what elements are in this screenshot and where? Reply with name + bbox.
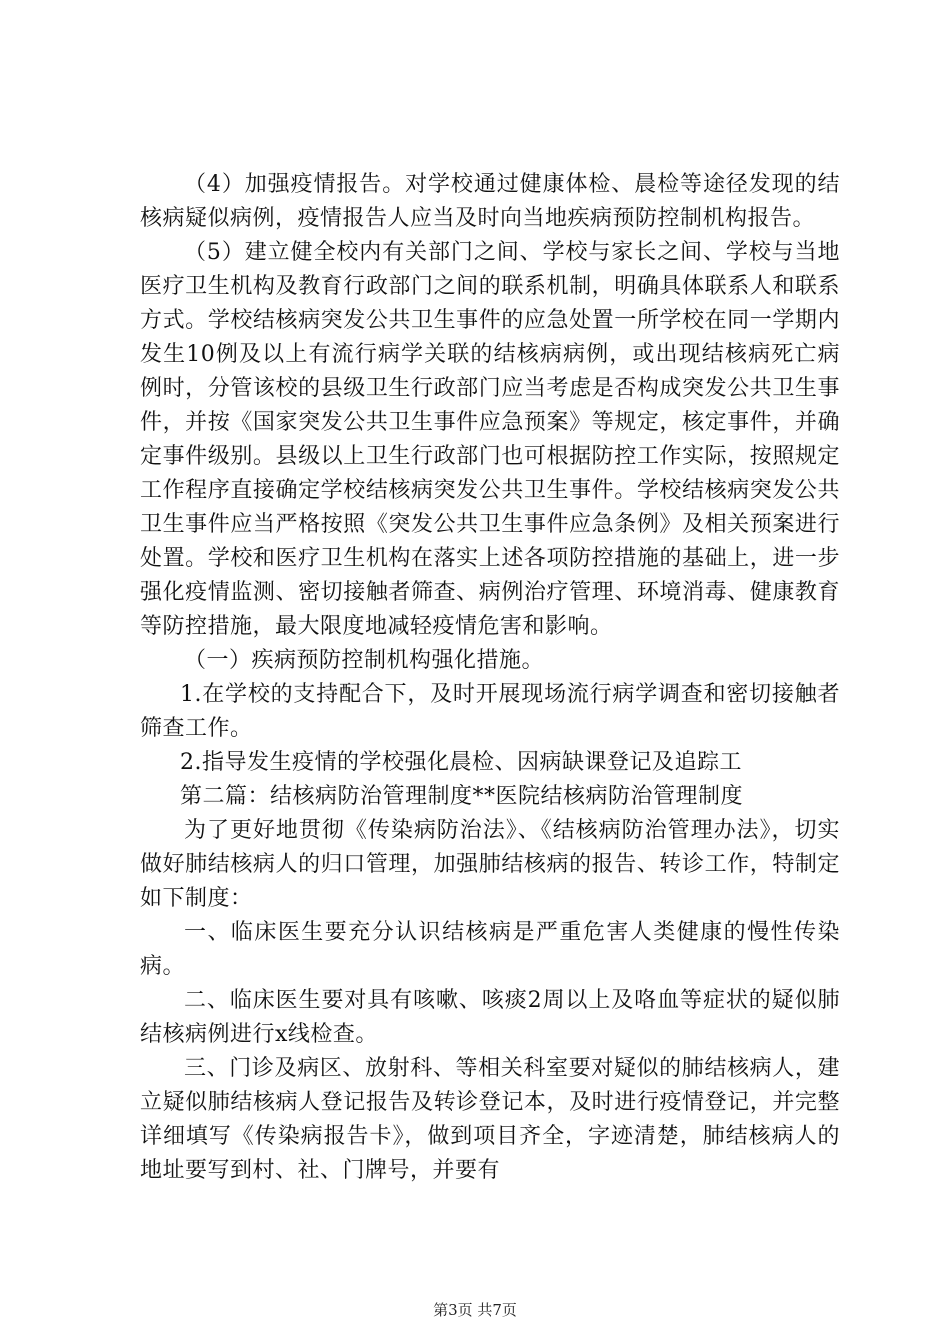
paragraph-cdc-measures-heading: （一）疾病预防控制机构强化措施。 [184, 648, 545, 673]
page-number-footer: 第3页 共7页 [433, 1301, 517, 1319]
section-title-part-two: 第二篇：结核病防治管理制度**医院结核病防治管理制度 [180, 784, 744, 809]
paragraph-purpose: 为了更好地贯彻《传染病防治法》、《结核病防治管理办法》，切实做好肺结核病人的归口管理，加强肺结核病的报告、转诊工作，特制定如下制度： [140, 818, 840, 911]
paragraph-rule-one: 一、临床医生要充分认识结核病是严重危害人类健康的慢性传染病。 [140, 920, 840, 979]
paragraph-liaison-mechanism: （5）建立健全校内有关部门之间、学校与家长之间、学校与当地医疗卫生机构及教育行政部门之间的联系机制，明确具体联系人和联系方式。学校结核病突发公共卫生事件的应急处置一所学校在同一学期内发生10例及以上有流行病学关联的结核病病例，或出现结核病死亡病例时，分管该校的县级卫生行政部门应当考虑是否构成突发公共卫生事件，并按《国家突发公共卫生事件应急预案》等规定，核定事件，并确定事件级别。县级以上卫生行政部门也可根据防控工作实际，按照规定工作程序直接确定学校结核病突发公共卫生事件。学校结核病突发公共卫生事件应当严格按照《突发公共卫生事件应急条例》及相关预案进行处置。学校和医疗卫生机构在落实上述各项防控措施的基础上，进一步强化疫情监测、密切接触者筛查、病例治疗管理、环境消毒、健康教育等防控措施，最大限度地减轻疫情危害和影响。 [140, 240, 840, 639]
paragraph-rule-three: 三、门诊及病区、放射科、等相关科室要对疑似的肺结核病人，建立疑似肺结核病人登记报告及转诊登记本，及时进行疫情登记，并完整详细填写《传染病报告卡》，做到项目齐全，字迹清楚，肺结核病人的地址要写到村、社、门牌号，并要有 [140, 1056, 840, 1183]
paragraph-epidemic-report: （4）加强疫情报告。对学校通过健康体检、晨检等途径发现的结核病疑似病例，疫情报告人应当及时向当地疾病预防控制机构报告。 [140, 172, 840, 231]
document-body [140, 168, 840, 1188]
paragraph-rule-two: 二、临床医生要对具有咳嗽、咳痰2周以上及咯血等症状的疑似肺结核病例进行x线检查。 [140, 988, 840, 1047]
paragraph-morning-check: 2.指导发生疫情的学校强化晨检、因病缺课登记及追踪工 [180, 750, 742, 775]
paragraph-field-investigation: 1.在学校的支持配合下，及时开展现场流行病学调查和密切接触者筛查工作。 [140, 682, 840, 741]
